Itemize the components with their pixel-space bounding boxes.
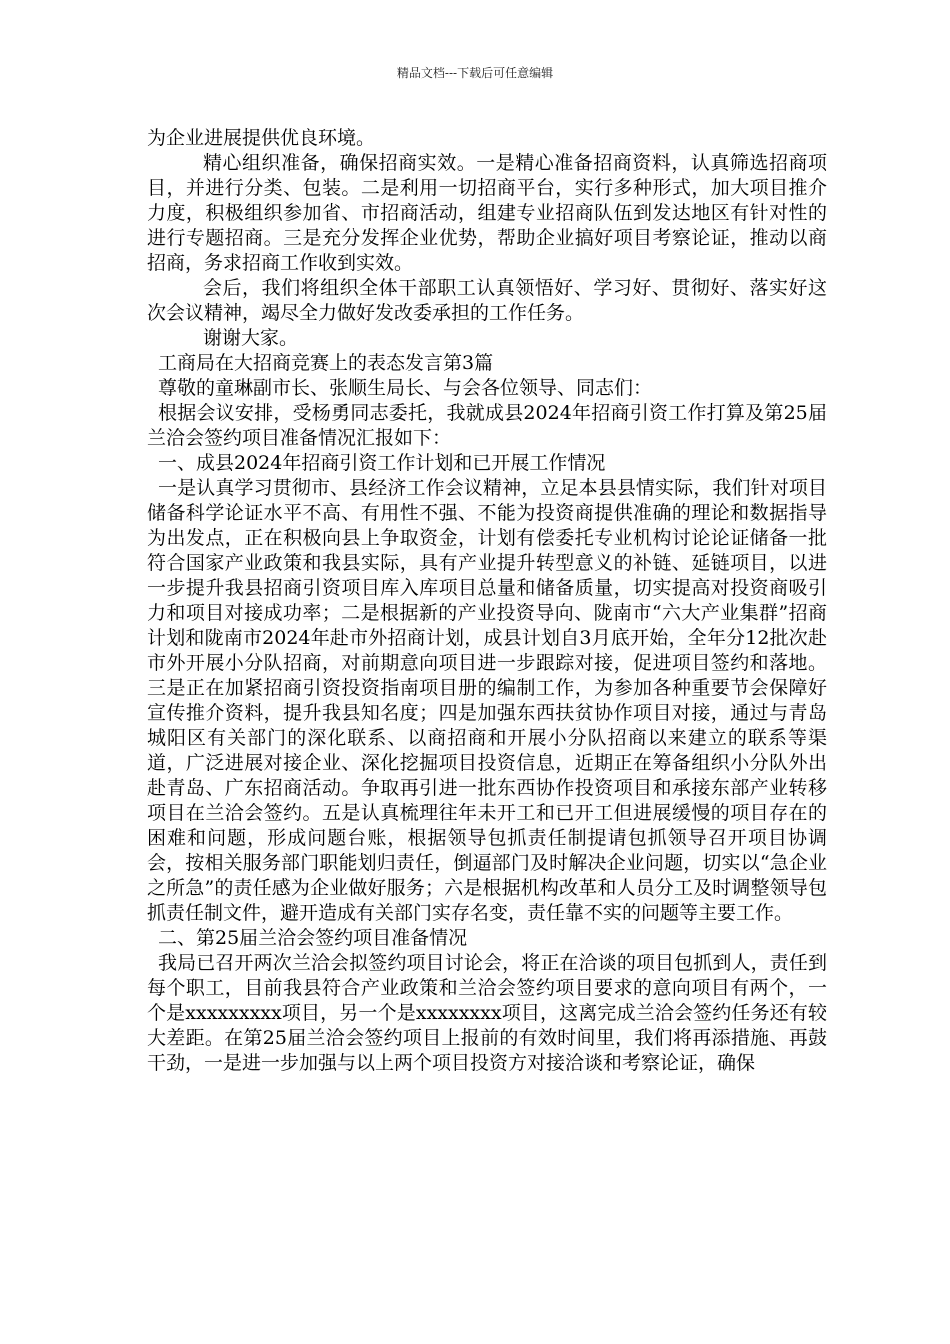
salutation: 尊敬的童琳副市长、张顺生局长、与会各位领导、同志们： <box>158 377 653 399</box>
section-heading: 一、成县2024年招商引资工作计划和已开展工作情况 <box>158 452 606 474</box>
paragraph: 会后，我们将组织全体干部职工认真领悟好、学习好、贯彻好、落实好这次会议精神，竭尽全力做好发改委承担的工作任务。 <box>147 277 827 324</box>
paragraph: 一是认真学习贯彻市、县经济工作会议精神，立足本县县情实际，我们针对项目储备科学论证水平不高、有用性不强、不能为投资商提供准确的理论和数据指导为出发点，正在积极向县上争取资金，计划有偿委托专业机构讨论论证储备一批符合国家产业政策和我县实际，具有产业提升转型意义的补链、延链项目，以进一步提升我县招商引资项目库入库项目总量和储备质量，切实提高对投资商吸引力和项目对接成功率；二是根据新的产业投资导向、陇南市“六大产业集群”招商计划和陇南市2024年赴市外招商计划，成县计划自3月底开始，全年分12批次赴市外开展小分队招商，对前期意向项目进一步跟踪对接，促进项目签约和落地。三是正在加紧招商引资投资指南项目册的编制工作，为参加各种重要节会保障好宣传推介资料，提升我县知名度；四是加强东西扶贫协作项目对接，通过与青岛城阳区有关部门的深化联系、以商招商和开展小分队招商以来建立的联系等渠道，广泛进展对接企业、深化挖掘项目投资信息，近期正在筹备组织小分队外出赴青岛、广东招商活动。争取再引进一批东西协作投资项目和承接东部产业转移项目在兰洽会签约。五是认真梳理往年未开工和已开工但进展缓慢的项目存在的困难和问题，形成问题台账，根据领导包抓责任制提请包抓领导召开项目协调会，按相关服务部门职能划归责任，倒逼部门及时解决企业问题，切实以“急企业之所急”的责任感为企业做好服务；六是根据机构改革和人员分工及时调整领导包抓责任制文件，避开造成有关部门实存名变，责任靠不实的问题等主要工作。 <box>147 477 827 924</box>
paragraph: 根据会议安排，受杨勇同志委托，我就成县2024年招商引资工作打算及第25届兰洽会签约项目准备情况汇报如下： <box>147 402 827 449</box>
paragraph: 精心组织准备，确保招商实效。一是精心准备招商资料，认真筛选招商项目，并进行分类、包装。二是利用一切招商平台，实行多种形式，加大项目推介力度，积极组织参加省、市招商活动，组建专业招商队伍到发达地区有针对性的进行专题招商。三是充分发挥企业优势，帮助企业搞好项目考察论证，推动以商招商，务求招商工作收到实效。 <box>147 152 827 274</box>
section-heading: 二、第25届兰洽会签约项目准备情况 <box>158 927 468 949</box>
paragraph: 我局已召开两次兰洽会拟签约项目讨论会，将正在洽谈的项目包抓到人，责任到每个职工，目前我县符合产业政策和兰洽会签约项目要求的意向项目有两个，一个是xxxxxxxxx项目，另一个是xxxxxxxx项目，这离完成兰洽会签约任务还有较大差距。在第25届兰洽会签约项目上报前的有效时间里，我们将再添措施、再鼓干劲，一是进一步加强与以上两个项目投资方对接洽谈和考察论证，确保 <box>147 952 827 1074</box>
page-header: 精品文档---下载后可任意编辑 <box>396 66 554 80</box>
section-title: 工商局在大招商竞赛上的表态发言第3篇 <box>158 352 494 374</box>
closing-line: 谢谢大家。 <box>203 327 299 349</box>
paragraph: 为企业进展提供优良环境。 <box>147 127 376 149</box>
document-body <box>147 126 827 1076</box>
